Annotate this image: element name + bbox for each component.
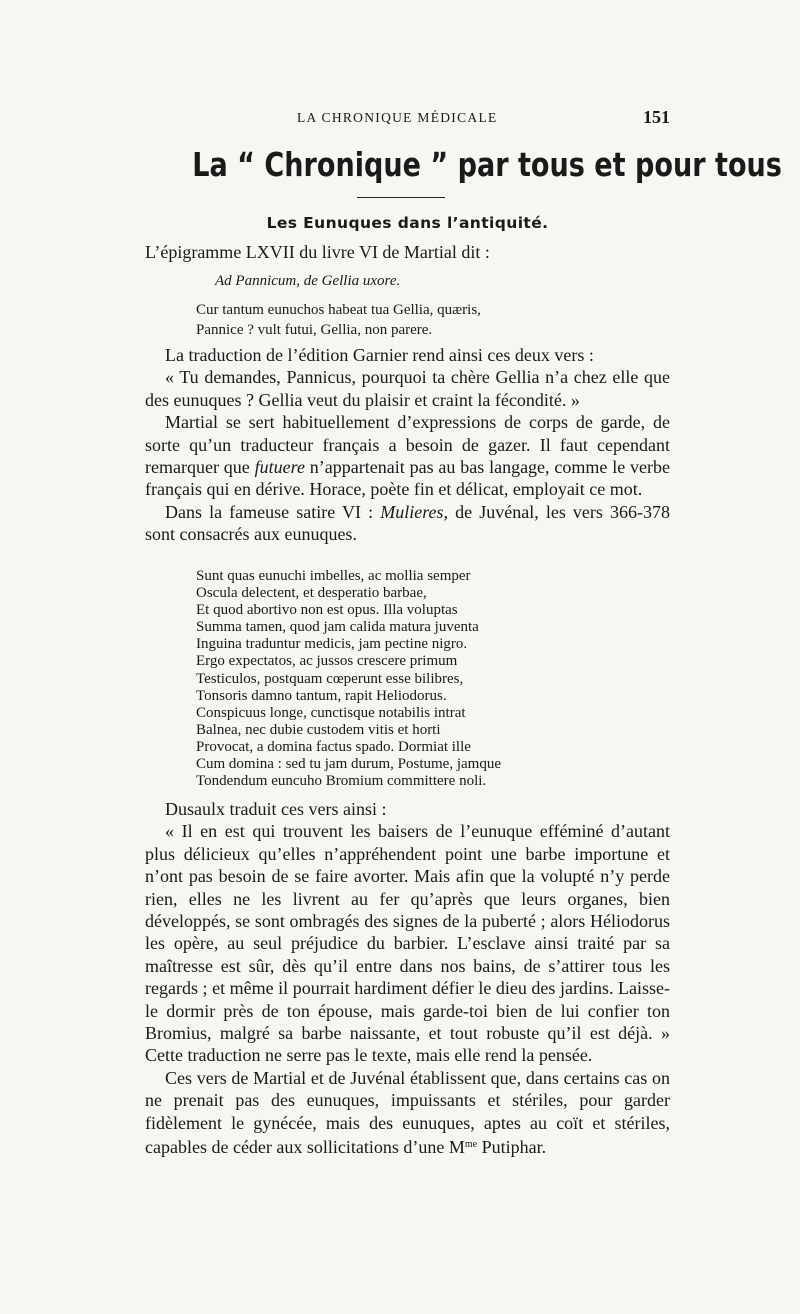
page-title: La “ Chronique ” par tous et pour tous — [192, 145, 782, 184]
text-run: Martial se sert habituellement d’expressions de corps de garde, de sorte qu’un traducteur français a besoin de gazer. Il faut cependant remarquer que — [145, 412, 670, 478]
verse-line: Pannice ? vult futui, Gellia, non parere. — [196, 322, 433, 338]
italic-word: Mulieres, — [380, 501, 449, 522]
text-run: Dans la fameuse satire VI : — [165, 501, 374, 522]
epigram-dedication: Ad Pannicum, de Gellia uxore. — [215, 273, 401, 289]
page-number: 151 — [643, 107, 670, 127]
running-title: LA CHRONIQUE MÉDICALE — [297, 110, 498, 125]
verse-line: Testiculos, postquam cœperunt esse bilibres, — [196, 670, 464, 687]
paragraph — [145, 411, 670, 501]
verse-line: Provocat, a domina factus spado. Dormiat ille — [196, 738, 471, 755]
superscript: me — [464, 1139, 478, 1151]
italic-word: futuere — [254, 457, 305, 478]
paragraph — [145, 1067, 670, 1159]
intro-paragraph — [145, 241, 670, 263]
intro-text: L’épigramme LXVII du livre VI de Martial dit : — [145, 242, 490, 262]
garnier-section — [145, 344, 670, 546]
verse-line: Conspicuus longe, cunctisque notabilis intrat — [196, 704, 466, 721]
verse-line: Sunt quas eunuchi imbelles, ac mollia semper — [196, 568, 471, 584]
martial-verse — [196, 300, 481, 340]
verse-line: Tondendum euncuho Bromium committere noli. — [196, 773, 487, 790]
verse-line: Et quod abortivo non est opus. Illa voluptas — [196, 602, 458, 619]
verse-line: Inguina traduntur medicis, jam pectine nigro. — [196, 636, 468, 653]
verse-line: Ergo expectatos, ac jussos crescere primum — [196, 653, 458, 670]
verse-line: Tonsoris damno tantum, rapit Heliodorus. — [196, 687, 447, 704]
paragraph: La traduction de l’édition Garnier rend ainsi ces deux vers : — [165, 345, 594, 365]
section-title: Les Eunuques dans l’antiquité. — [266, 214, 549, 232]
text-run: Ces vers de Martial et de Juvénal établissent que, dans certains cas on ne prenait pas des eunuques, impuissants et stériles, pour garder fidèlement le gynécée, mais des eunuques, aptes au coït et stériles, capables de céder aux sollicitations d’une M — [145, 1067, 670, 1158]
running-head — [145, 108, 670, 130]
verse-line: Summa tamen, quod jam calida matura juventa — [196, 619, 479, 636]
juvenal-verse — [196, 568, 501, 790]
text-run: de Juvénal, les vers 366-378 sont consacrés aux eunuques. — [145, 501, 671, 545]
paragraph: Dusaulx traduit ces vers ainsi : — [165, 799, 387, 819]
title-divider — [357, 197, 445, 198]
text-run: Putiphar. — [481, 1137, 547, 1158]
paragraph: « Tu demandes, Pannicus, pourquoi ta chère Gellia n’a chez elle que des eunuques ? Gellia veut du plaisir et craint la fécondité. » — [145, 367, 670, 410]
verse-line: Cum domina : sed tu jam durum, Postume, jamque — [196, 756, 501, 773]
verse-line: Cur tantum eunuchos habeat tua Gellia, quæris, — [196, 302, 481, 318]
verse-line: Balnea, nec dubie custodem vitis et horti — [196, 721, 441, 738]
paragraph — [145, 501, 670, 546]
dusaulx-section — [145, 798, 670, 1159]
text-run: n’appartenait pas au bas langage, comme le verbe français qui en dérive. Horace, poète fin et délicat, employait ce mot. — [145, 457, 670, 500]
paragraph: « Il en est qui trouvent les baisers de l’eunuque efféminé d’autant plus délicieux qu’elles n’appréhendent point une barbe importune et n’ont pas besoin de se faire avorter. Mais afin que la volupté n’y perde rien, elles ne les livrent au fer qu’après que leurs organes, bien développés, se sont ombragés des signes de la puberté ; alors Héliodorus les opère, au seul préjudice du barbier. L’esclave ainsi traité par sa maîtresse est sûr, dès qu’il entre dans nos bains, de s’attirer tous les regards ; et même il pourrait hardiment défier le dieu des jardins. Laisse-le dormir près de ton épouse, mais garde-toi bien de lui confier ton Bromius, malgré sa barbe naissante, et tout robuste qu’il est déjà. » Cette traduction ne serre pas le texte, mais elle rend la pensée. — [145, 821, 670, 1066]
verse-line: Oscula delectent, et desperatio barbae, — [196, 585, 427, 602]
